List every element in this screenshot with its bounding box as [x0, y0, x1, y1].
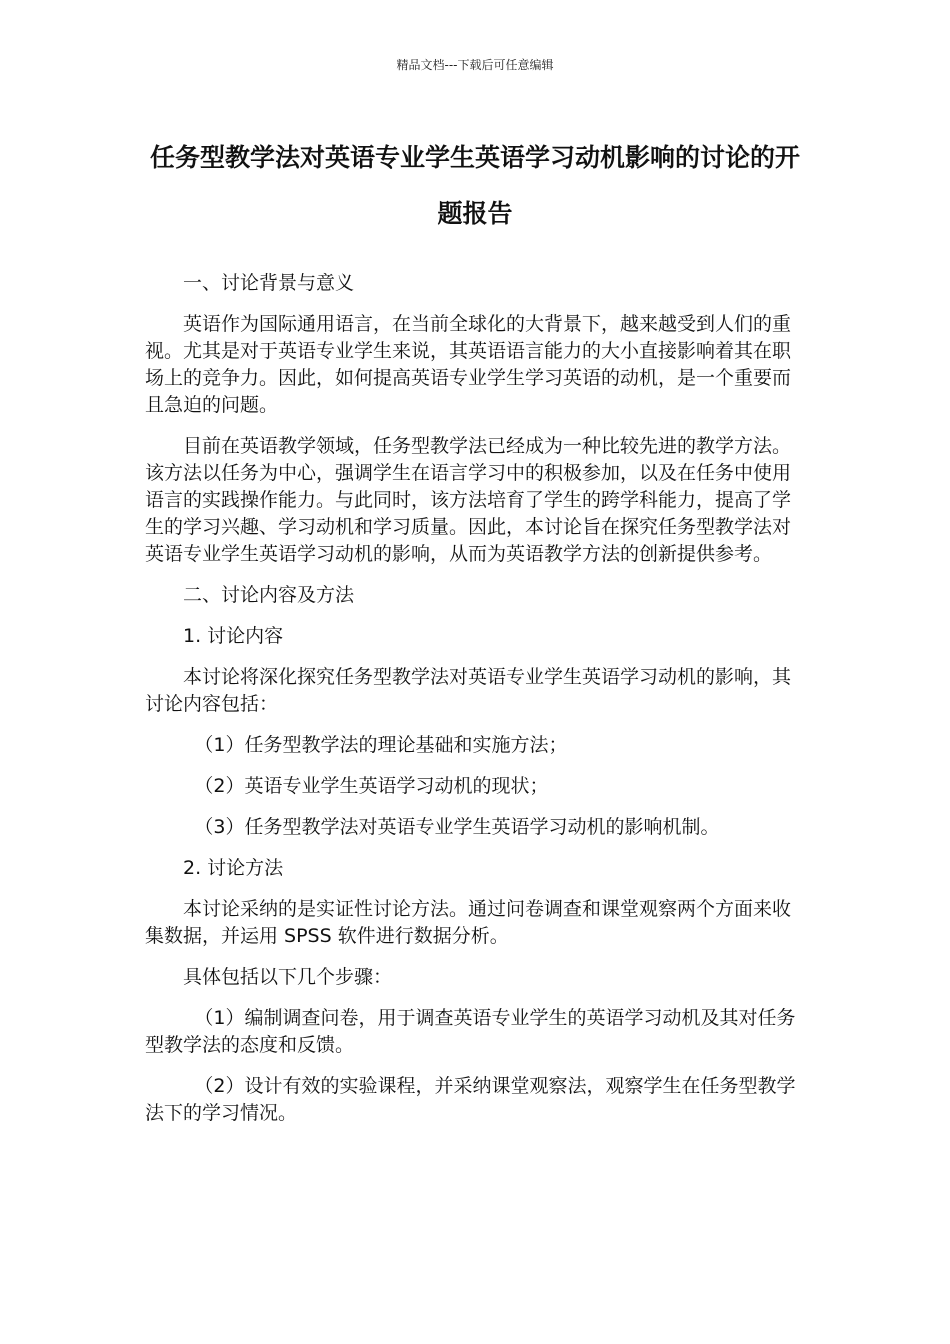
background-paragraph-1: 英语作为国际通用语言，在当前全球化的大背景下，越来越受到人们的重视。尤其是对于英语专业学生来说，其英语语言能力的大小直接影响着其在职场上的竞争力。因此，如何提高英语专业学生学习英语的动机，是一个重要而且急迫的问题。 — [145, 313, 792, 416]
document-body — [145, 270, 807, 1141]
research-content-item-1: （1）任务型教学法的理论基础和实施方法； — [194, 734, 568, 756]
method-step-1: （1）编制调查问卷，用于调查英语专业学生的英语学习动机及其对任务型教学法的态度和反馈。 — [145, 1007, 796, 1056]
section-heading-background: 一、讨论背景与意义 — [183, 272, 355, 294]
section-heading-content-method: 二、讨论内容及方法 — [183, 584, 355, 606]
steps-intro: 具体包括以下几个步骤： — [183, 966, 393, 988]
background-paragraph-2: 目前在英语教学领域，任务型教学法已经成为一种比较先进的教学方法。该方法以任务为中心，强调学生在语言学习中的积极参加，以及在任务中使用语言的实践操作能力。与此同时，该方法培育了学生的跨学科能力，提高了学生的学习兴趣、学习动机和学习质量。因此，本讨论旨在探究任务型教学法对英语专业学生英语学习动机的影响，从而为英语教学方法的创新提供参考。 — [145, 435, 792, 565]
research-content-item-3: （3）任务型教学法对英语专业学生英语学习动机的影响机制。 — [194, 816, 720, 838]
subheading-research-method: 2. 讨论方法 — [183, 857, 284, 879]
research-content-paragraph: 本讨论将深化探究任务型教学法对英语专业学生英语学习动机的影响，其讨论内容包括： — [145, 666, 792, 715]
subheading-research-content: 1. 讨论内容 — [183, 625, 284, 647]
research-content-item-2: （2）英语专业学生英语学习动机的现状； — [194, 775, 549, 797]
document-title: 任务型教学法对英语专业学生英语学习动机影响的讨论的开题报告 — [149, 143, 800, 228]
research-method-paragraph: 本讨论采纳的是实证性讨论方法。通过问卷调查和课堂观察两个方面来收集数据，并运用 SPSS 软件进行数据分析。 — [145, 898, 792, 947]
header-note: 精品文档---下载后可任意编辑 — [396, 58, 554, 72]
method-step-2: （2）设计有效的实验课程，并采纳课堂观察法，观察学生在任务型教学法下的学习情况。 — [145, 1075, 796, 1124]
